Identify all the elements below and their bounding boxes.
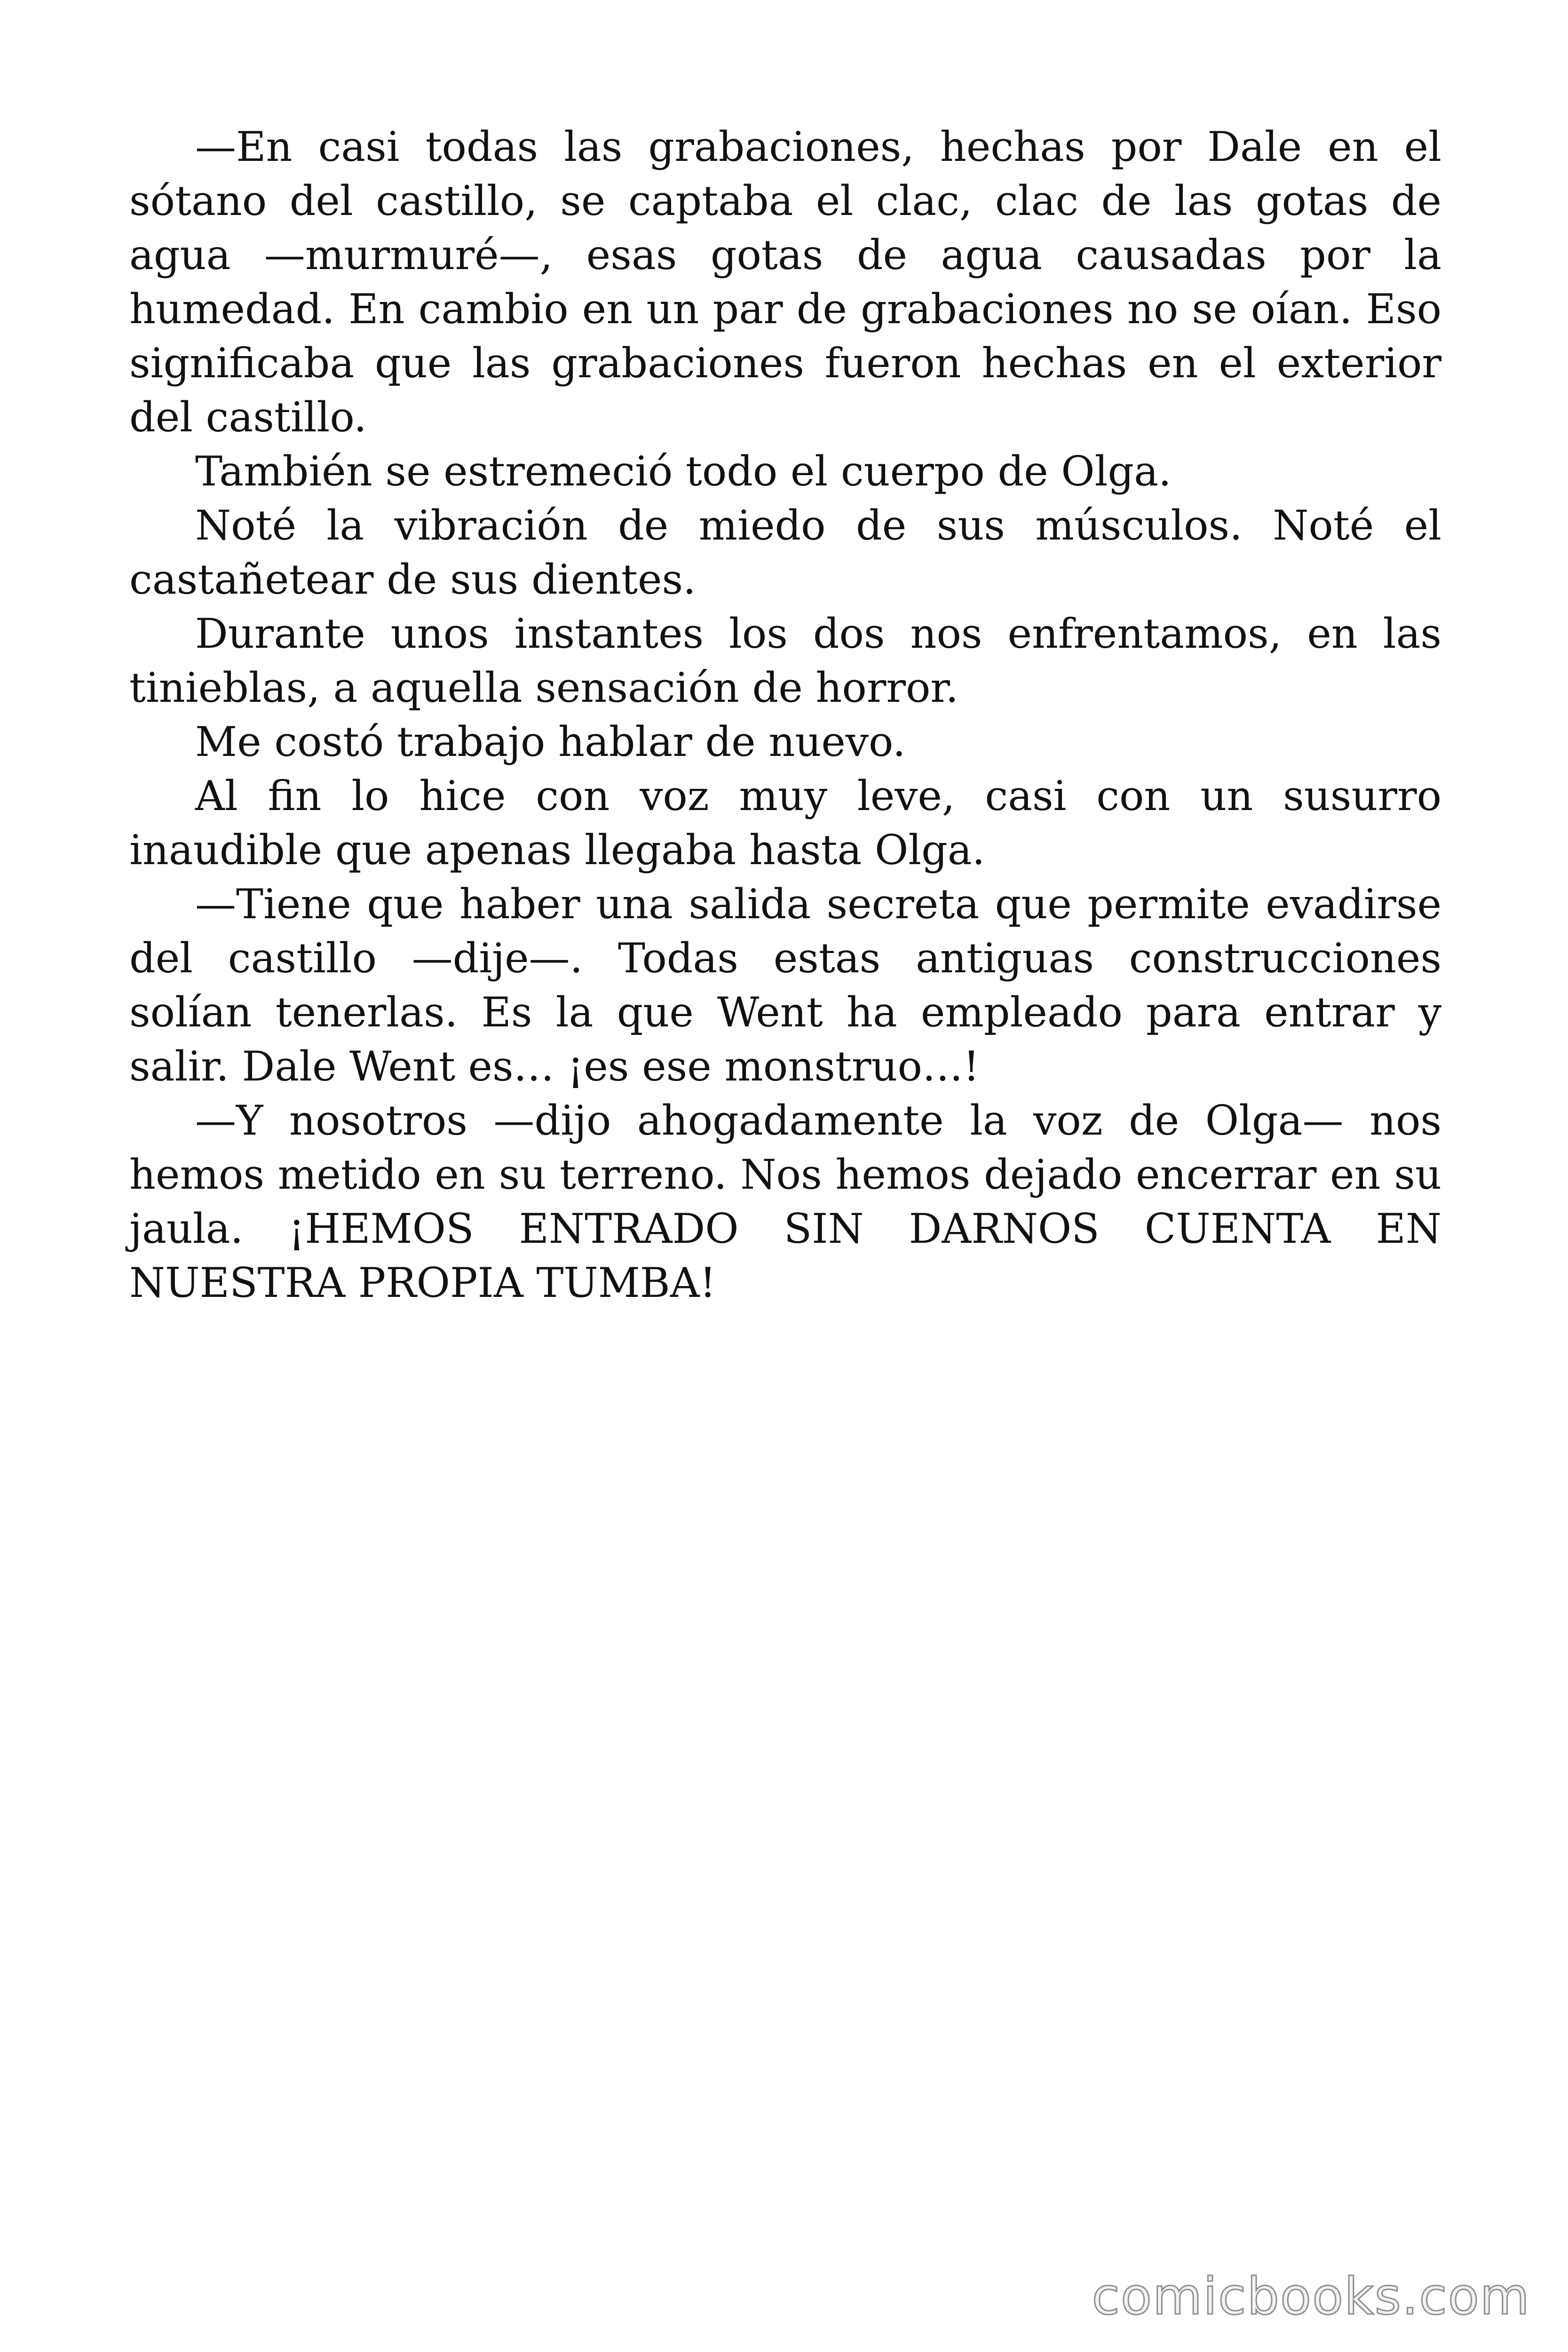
watermark: comicbooks.com	[1092, 2267, 1530, 2326]
paragraph: —Y nosotros —dijo ahogadamente la voz de Olga— nos hemos metido en su terreno. Nos hemos dejado encerrar en su jaula. ¡HEMOS ENTRADO SIN DARNOS CUENTA EN NUESTRA PROPIA TUMBA!	[129, 1097, 1441, 1307]
paragraph: También se estremeció todo el cuerpo de Olga.	[195, 447, 1172, 495]
paragraph: Al fin lo hice con voz muy leve, casi con un susurro inaudible que apenas llegaba hasta Olga.	[129, 772, 1441, 874]
paragraph: Me costó trabajo hablar de nuevo.	[195, 718, 906, 766]
paragraph: —En casi todas las grabaciones, hechas por Dale en el sótano del castillo, se captaba el clac, clac de las gotas de agua —murmuré—, esas gotas de agua causadas por la humedad. En cambio en un par de grabaciones no se oían. Eso significaba que las grabaciones fueron hechas en el exterior del castillo.	[129, 123, 1441, 441]
body-text	[129, 120, 1441, 1310]
paragraph: Durante unos instantes los dos nos enfrentamos, en las tinieblas, a aquella sensación de horror.	[129, 610, 1441, 712]
paragraph: —Tiene que haber una salida secreta que permite evadirse del castillo —dije—. Todas estas antiguas construcciones solían tenerlas. Es la que Went ha empleado para entrar y salir. Dale Went es… ¡es ese monstruo…!	[129, 880, 1441, 1090]
paragraph: Noté la vibración de miedo de sus músculos. Noté el castañetear de sus dientes.	[129, 501, 1441, 604]
